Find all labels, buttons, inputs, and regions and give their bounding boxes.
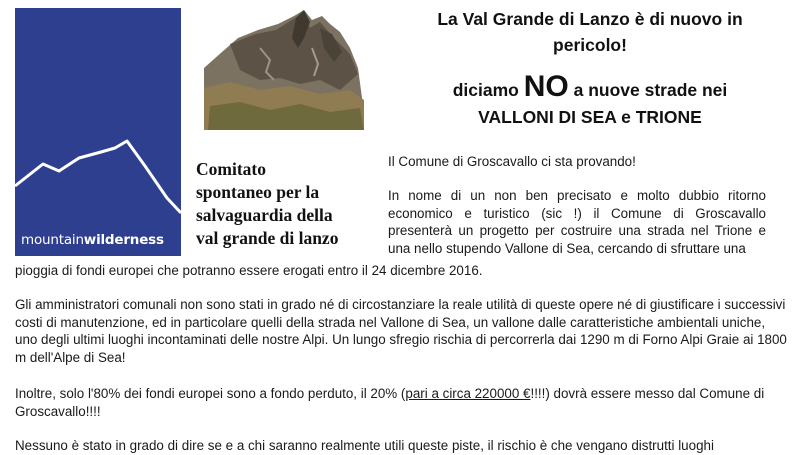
mountain-wilderness-logo <box>15 8 181 256</box>
headline-no: NO <box>523 70 569 103</box>
committee-line-4: val grande di lanzo <box>196 228 339 248</box>
logo-brand-light: mountain <box>21 232 84 248</box>
committee-name <box>196 158 376 250</box>
committee-line-3: salvaguardia della <box>196 205 333 225</box>
paragraph-2: In nome di un non ben precisato e molto dubbio ritorno economico e turistico (sic !) il Comune di Groscavallo presenterà un progetto per costruire una strada nel Trione e una nello stupendo Vallone di Sea, cercando di sfruttare una <box>388 188 766 256</box>
committee-line-1: Comitato <box>196 159 266 179</box>
mountain-photo <box>200 8 365 130</box>
headline-line-2: pericolo! <box>553 35 627 55</box>
logo-wordmark <box>21 232 164 248</box>
headline-line-3 <box>380 70 800 103</box>
headline-line-3-post: a nuove strade nei <box>568 80 728 100</box>
paragraph-4 <box>15 385 790 420</box>
mountain-outline-icon <box>15 8 181 256</box>
headline-line-3-pre: diciamo <box>452 80 524 100</box>
headline-line-4: VALLONI DI SEA e TRIONE <box>478 107 702 127</box>
paragraph-2-tail: pioggia di fondi europei che potranno essere erogati entro il 24 dicembre 2016. <box>15 263 483 278</box>
headline-line-1: La Val Grande di Lanzo è di nuovo in <box>437 9 743 29</box>
paragraph-3: Gli amministratori comunali non sono stati in grado né di circostanziare la reale utilità di queste opere né di giustificare i successivi costi di manutenzione, ed in particolare quelli della strada nel Vallone di Sea, un vallone dalle caratteristiche ambientali uniche, uno degli ultimi luoghi incontaminati delle nostre Alpi. Un lungo sfregio rischia di percorrerla dai 1290 m di Forno Alpi Graie ai 1800 m dell'Alpe di Sea! <box>15 297 787 365</box>
paragraph-4-underlined: pari a circa 220000 € <box>405 386 531 401</box>
paragraph-1: Il Comune di Groscavallo ci sta provando! <box>388 154 636 169</box>
committee-line-2: spontaneo per la <box>196 182 320 202</box>
paragraph-5: Nessuno è stato in grado di dire se e a chi saranno realmente utili queste piste, il rischio è che vengano distrutti luoghi <box>15 438 714 453</box>
paragraph-4-post: !!!!) dovrà essere messo dal Comune di Groscavallo!!!! <box>15 386 765 419</box>
logo-brand-bold: wilderness <box>83 232 164 248</box>
paragraph-4-pre: Inoltre, solo l'80% dei fondi europei sono a fondo perduto, il 20% ( <box>15 386 406 401</box>
headline <box>380 6 800 131</box>
